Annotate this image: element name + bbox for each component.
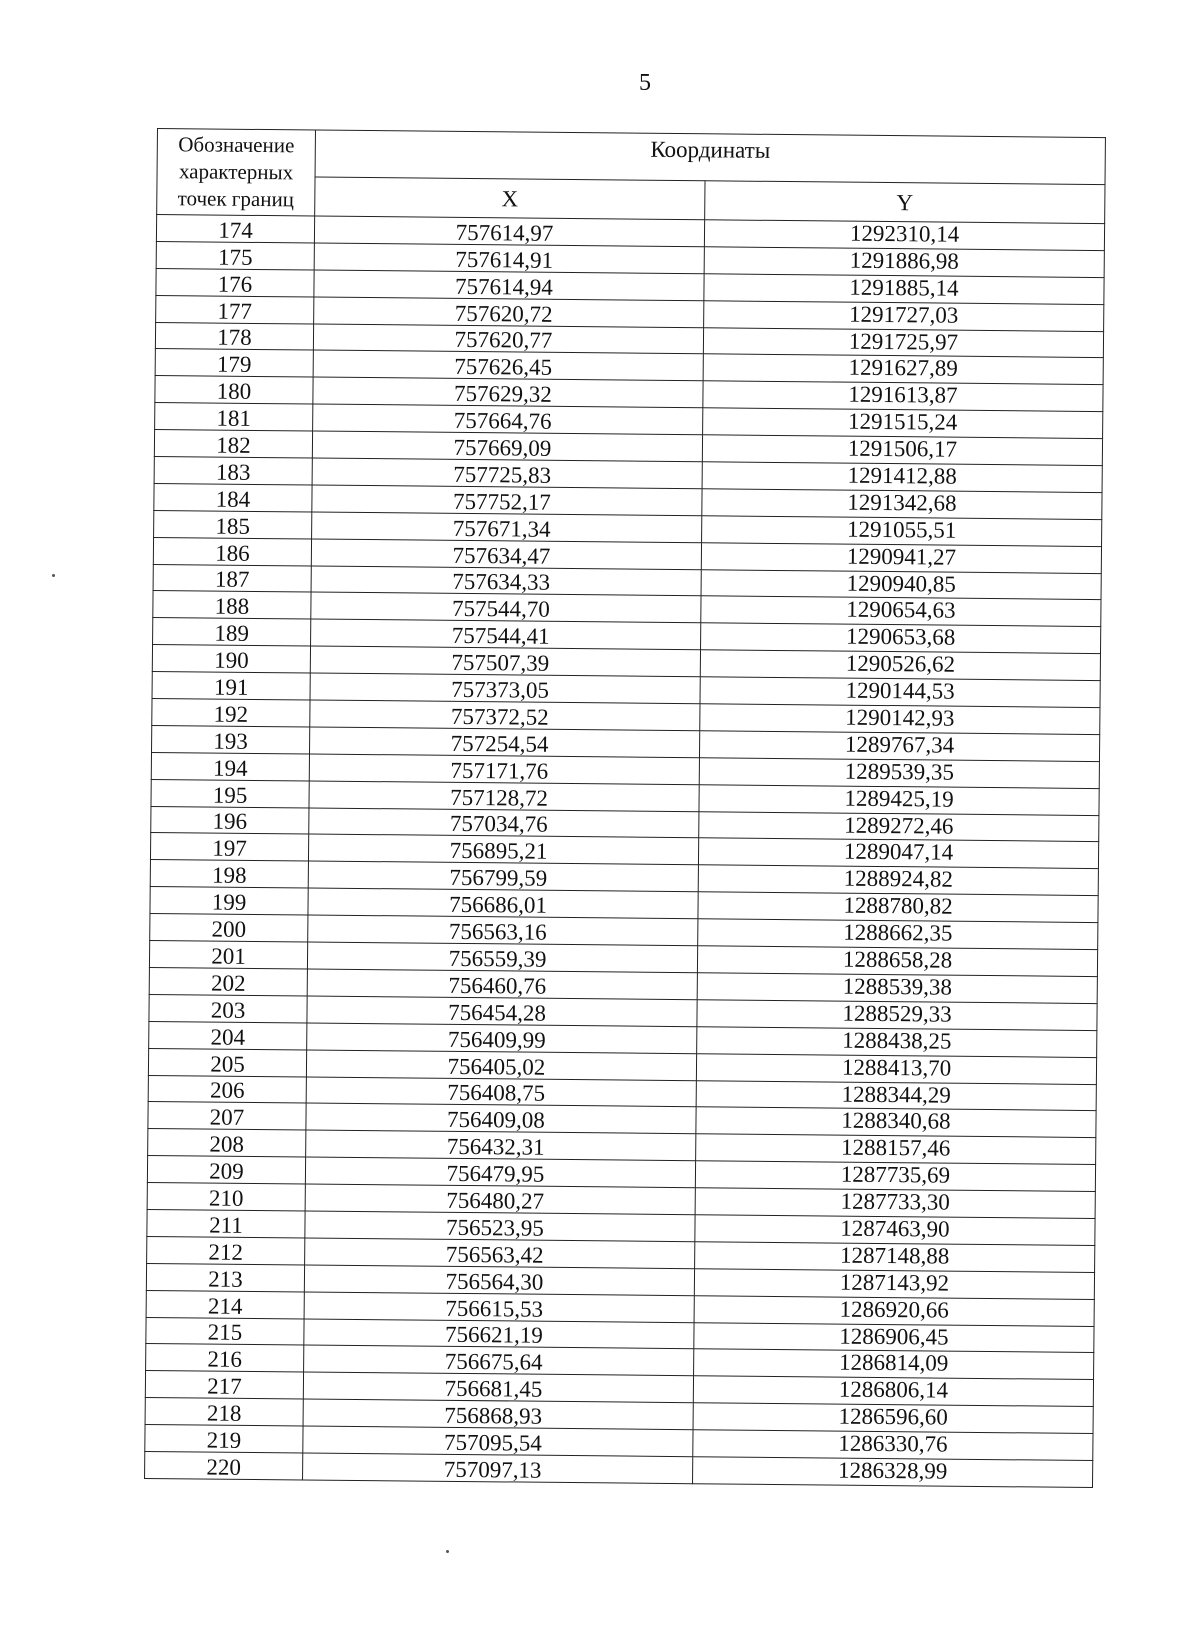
- x-coordinate-cell: 756454,28: [307, 996, 697, 1027]
- point-number-cell: 192: [152, 699, 310, 727]
- y-coordinate-cell: 1288924,82: [698, 865, 1098, 896]
- y-coordinate-cell: 1287463,90: [695, 1215, 1095, 1246]
- point-number-cell: 219: [145, 1425, 303, 1453]
- x-coordinate-cell: 756409,08: [306, 1103, 696, 1134]
- x-coordinate-cell: 756480,27: [305, 1184, 695, 1215]
- x-coordinate-cell: 757626,45: [313, 350, 703, 381]
- table-body: [145, 215, 1105, 1488]
- x-coordinate-cell: 756563,42: [305, 1238, 695, 1269]
- y-coordinate-cell: 1289272,46: [699, 811, 1099, 842]
- header-point-designation: Обозначение характерных точек границ: [157, 129, 316, 217]
- x-coordinate-cell: 757634,33: [311, 566, 701, 597]
- x-coordinate-cell: 757544,41: [311, 619, 701, 650]
- x-coordinate-cell: 757725,83: [312, 458, 702, 489]
- point-number-cell: 198: [150, 860, 308, 888]
- x-coordinate-cell: 756460,76: [307, 969, 697, 1000]
- point-number-cell: 201: [149, 941, 307, 969]
- y-coordinate-cell: 1291515,24: [703, 408, 1103, 439]
- x-coordinate-cell: 756432,31: [306, 1130, 696, 1161]
- y-coordinate-cell: 1288438,25: [697, 1026, 1097, 1057]
- x-coordinate-cell: 756621,19: [304, 1318, 694, 1349]
- point-number-cell: 203: [149, 994, 307, 1022]
- x-coordinate-cell: 756559,39: [307, 942, 697, 973]
- point-number-cell: 174: [156, 215, 314, 243]
- scan-speck: [446, 1550, 449, 1553]
- x-coordinate-cell: 756675,64: [304, 1345, 694, 1376]
- y-coordinate-cell: 1291412,88: [702, 462, 1102, 493]
- y-coordinate-cell: 1286920,66: [694, 1295, 1094, 1326]
- x-coordinate-cell: 757373,05: [310, 673, 700, 704]
- point-number-cell: 190: [152, 645, 310, 673]
- y-coordinate-cell: 1290526,62: [700, 650, 1100, 681]
- x-coordinate-cell: 757171,76: [309, 754, 699, 785]
- x-coordinate-cell: 756523,95: [305, 1211, 695, 1242]
- scan-speck: [52, 574, 55, 577]
- y-coordinate-cell: 1291725,97: [703, 327, 1103, 358]
- x-coordinate-cell: 756408,75: [306, 1076, 696, 1107]
- point-number-cell: 209: [147, 1156, 305, 1184]
- y-coordinate-cell: 1286906,45: [694, 1322, 1094, 1353]
- x-coordinate-cell: 756479,95: [305, 1157, 695, 1188]
- y-coordinate-cell: 1286806,14: [693, 1376, 1093, 1407]
- point-number-cell: 202: [149, 967, 307, 995]
- point-number-cell: 212: [147, 1236, 305, 1264]
- point-number-cell: 218: [145, 1398, 303, 1426]
- x-coordinate-cell: 757664,76: [313, 404, 703, 435]
- header-x: X: [315, 177, 705, 220]
- y-coordinate-cell: 1291627,89: [703, 354, 1103, 385]
- point-number-cell: 220: [145, 1451, 303, 1479]
- x-coordinate-cell: 757620,77: [313, 324, 703, 355]
- point-number-cell: 177: [156, 295, 314, 323]
- x-coordinate-cell: 757620,72: [314, 297, 704, 328]
- y-coordinate-cell: 1287143,92: [694, 1268, 1094, 1299]
- point-number-cell: 189: [153, 618, 311, 646]
- x-coordinate-cell: 757507,39: [310, 646, 700, 677]
- point-number-cell: 208: [148, 1129, 306, 1157]
- point-number-cell: 211: [147, 1209, 305, 1237]
- x-coordinate-cell: 756405,02: [306, 1050, 696, 1081]
- table-header: [157, 129, 1106, 224]
- x-coordinate-cell: 757671,34: [312, 512, 702, 543]
- y-coordinate-cell: 1289425,19: [699, 784, 1099, 815]
- x-coordinate-cell: 757614,97: [314, 216, 704, 247]
- x-coordinate-cell: 756895,21: [308, 834, 698, 865]
- point-number-cell: 195: [151, 779, 309, 807]
- point-number-cell: 210: [147, 1183, 305, 1211]
- point-number-cell: 200: [150, 914, 308, 942]
- y-coordinate-cell: 1291727,03: [704, 300, 1104, 331]
- y-coordinate-cell: 1290653,68: [701, 623, 1101, 654]
- y-coordinate-cell: 1288413,70: [696, 1053, 1096, 1084]
- y-coordinate-cell: 1288539,38: [697, 973, 1097, 1004]
- point-number-cell: 187: [153, 564, 311, 592]
- y-coordinate-cell: 1287735,69: [695, 1161, 1095, 1192]
- point-number-cell: 186: [153, 537, 311, 565]
- point-number-cell: 196: [151, 806, 309, 834]
- y-coordinate-cell: 1289047,14: [698, 838, 1098, 869]
- point-number-cell: 206: [148, 1075, 306, 1103]
- point-number-cell: 216: [146, 1344, 304, 1372]
- x-coordinate-cell: 756615,53: [304, 1292, 694, 1323]
- point-number-cell: 175: [156, 241, 314, 269]
- y-coordinate-cell: 1291342,68: [702, 489, 1102, 520]
- y-coordinate-cell: 1291055,51: [702, 516, 1102, 547]
- point-number-cell: 191: [152, 672, 310, 700]
- x-coordinate-cell: 757614,94: [314, 270, 704, 301]
- x-coordinate-cell: 757034,76: [309, 808, 699, 839]
- point-number-cell: 199: [150, 887, 308, 915]
- point-number-cell: 185: [154, 510, 312, 538]
- y-coordinate-cell: 1286328,99: [693, 1457, 1093, 1488]
- y-coordinate-cell: 1287733,30: [695, 1188, 1095, 1219]
- x-coordinate-cell: 757634,47: [311, 539, 701, 570]
- point-number-cell: 182: [154, 430, 312, 458]
- y-coordinate-cell: 1290142,93: [700, 704, 1100, 735]
- point-number-cell: 183: [154, 457, 312, 485]
- y-coordinate-cell: 1289767,34: [699, 731, 1099, 762]
- x-coordinate-cell: 756799,59: [308, 861, 698, 892]
- y-coordinate-cell: 1286596,60: [693, 1403, 1093, 1434]
- y-coordinate-cell: 1292310,14: [704, 220, 1104, 251]
- x-coordinate-cell: 757128,72: [309, 781, 699, 812]
- x-coordinate-cell: 757095,54: [303, 1426, 693, 1457]
- x-coordinate-cell: 756868,93: [303, 1399, 693, 1430]
- point-number-cell: 184: [154, 483, 312, 511]
- page-number: 5: [639, 70, 651, 96]
- point-number-cell: 180: [155, 376, 313, 404]
- point-number-cell: 178: [155, 322, 313, 350]
- point-number-cell: 205: [148, 1048, 306, 1076]
- y-coordinate-cell: 1290144,53: [700, 677, 1100, 708]
- header-y: Y: [705, 181, 1105, 224]
- point-number-cell: 207: [148, 1102, 306, 1130]
- x-coordinate-cell: 757372,52: [310, 700, 700, 731]
- y-coordinate-cell: 1288344,29: [696, 1080, 1096, 1111]
- point-number-cell: 213: [146, 1263, 304, 1291]
- point-number-cell: 193: [152, 725, 310, 753]
- point-number-cell: 217: [145, 1371, 303, 1399]
- y-coordinate-cell: 1288529,33: [697, 1000, 1097, 1031]
- x-coordinate-cell: 757669,09: [312, 431, 702, 462]
- y-coordinate-cell: 1286814,09: [694, 1349, 1094, 1380]
- y-coordinate-cell: 1287148,88: [695, 1242, 1095, 1273]
- point-number-cell: 215: [146, 1317, 304, 1345]
- header-coordinates: Координаты: [315, 130, 1105, 185]
- y-coordinate-cell: 1291506,17: [702, 435, 1102, 466]
- point-number-cell: 204: [149, 1021, 307, 1049]
- x-coordinate-cell: 757614,91: [314, 243, 704, 274]
- y-coordinate-cell: 1288658,28: [697, 946, 1097, 977]
- point-number-cell: 197: [150, 833, 308, 861]
- x-coordinate-cell: 757752,17: [312, 485, 702, 516]
- y-coordinate-cell: 1291886,98: [704, 247, 1104, 278]
- y-coordinate-cell: 1288780,82: [698, 892, 1098, 923]
- x-coordinate-cell: 757254,54: [309, 727, 699, 758]
- x-coordinate-cell: 757544,70: [311, 592, 701, 623]
- y-coordinate-cell: 1290654,63: [701, 596, 1101, 627]
- x-coordinate-cell: 756409,99: [307, 1023, 697, 1054]
- point-number-cell: 194: [151, 752, 309, 780]
- x-coordinate-cell: 756681,45: [303, 1372, 693, 1403]
- coordinates-table: [144, 128, 1106, 1488]
- point-number-cell: 214: [146, 1290, 304, 1318]
- point-number-cell: 188: [153, 591, 311, 619]
- y-coordinate-cell: 1291885,14: [704, 274, 1104, 305]
- y-coordinate-cell: 1290941,27: [701, 542, 1101, 573]
- x-coordinate-cell: 757629,32: [313, 377, 703, 408]
- point-number-cell: 181: [155, 403, 313, 431]
- y-coordinate-cell: 1288340,68: [696, 1107, 1096, 1138]
- coordinates-table-container: [144, 128, 1106, 1488]
- y-coordinate-cell: 1288662,35: [698, 919, 1098, 950]
- y-coordinate-cell: 1289539,35: [699, 758, 1099, 789]
- x-coordinate-cell: 756564,30: [304, 1265, 694, 1296]
- x-coordinate-cell: 756563,16: [308, 915, 698, 946]
- point-number-cell: 179: [155, 349, 313, 377]
- y-coordinate-cell: 1290940,85: [701, 569, 1101, 600]
- y-coordinate-cell: 1286330,76: [693, 1430, 1093, 1461]
- x-coordinate-cell: 756686,01: [308, 888, 698, 919]
- y-coordinate-cell: 1291613,87: [703, 381, 1103, 412]
- y-coordinate-cell: 1288157,46: [696, 1134, 1096, 1165]
- point-number-cell: 176: [156, 268, 314, 296]
- x-coordinate-cell: 757097,13: [303, 1453, 693, 1484]
